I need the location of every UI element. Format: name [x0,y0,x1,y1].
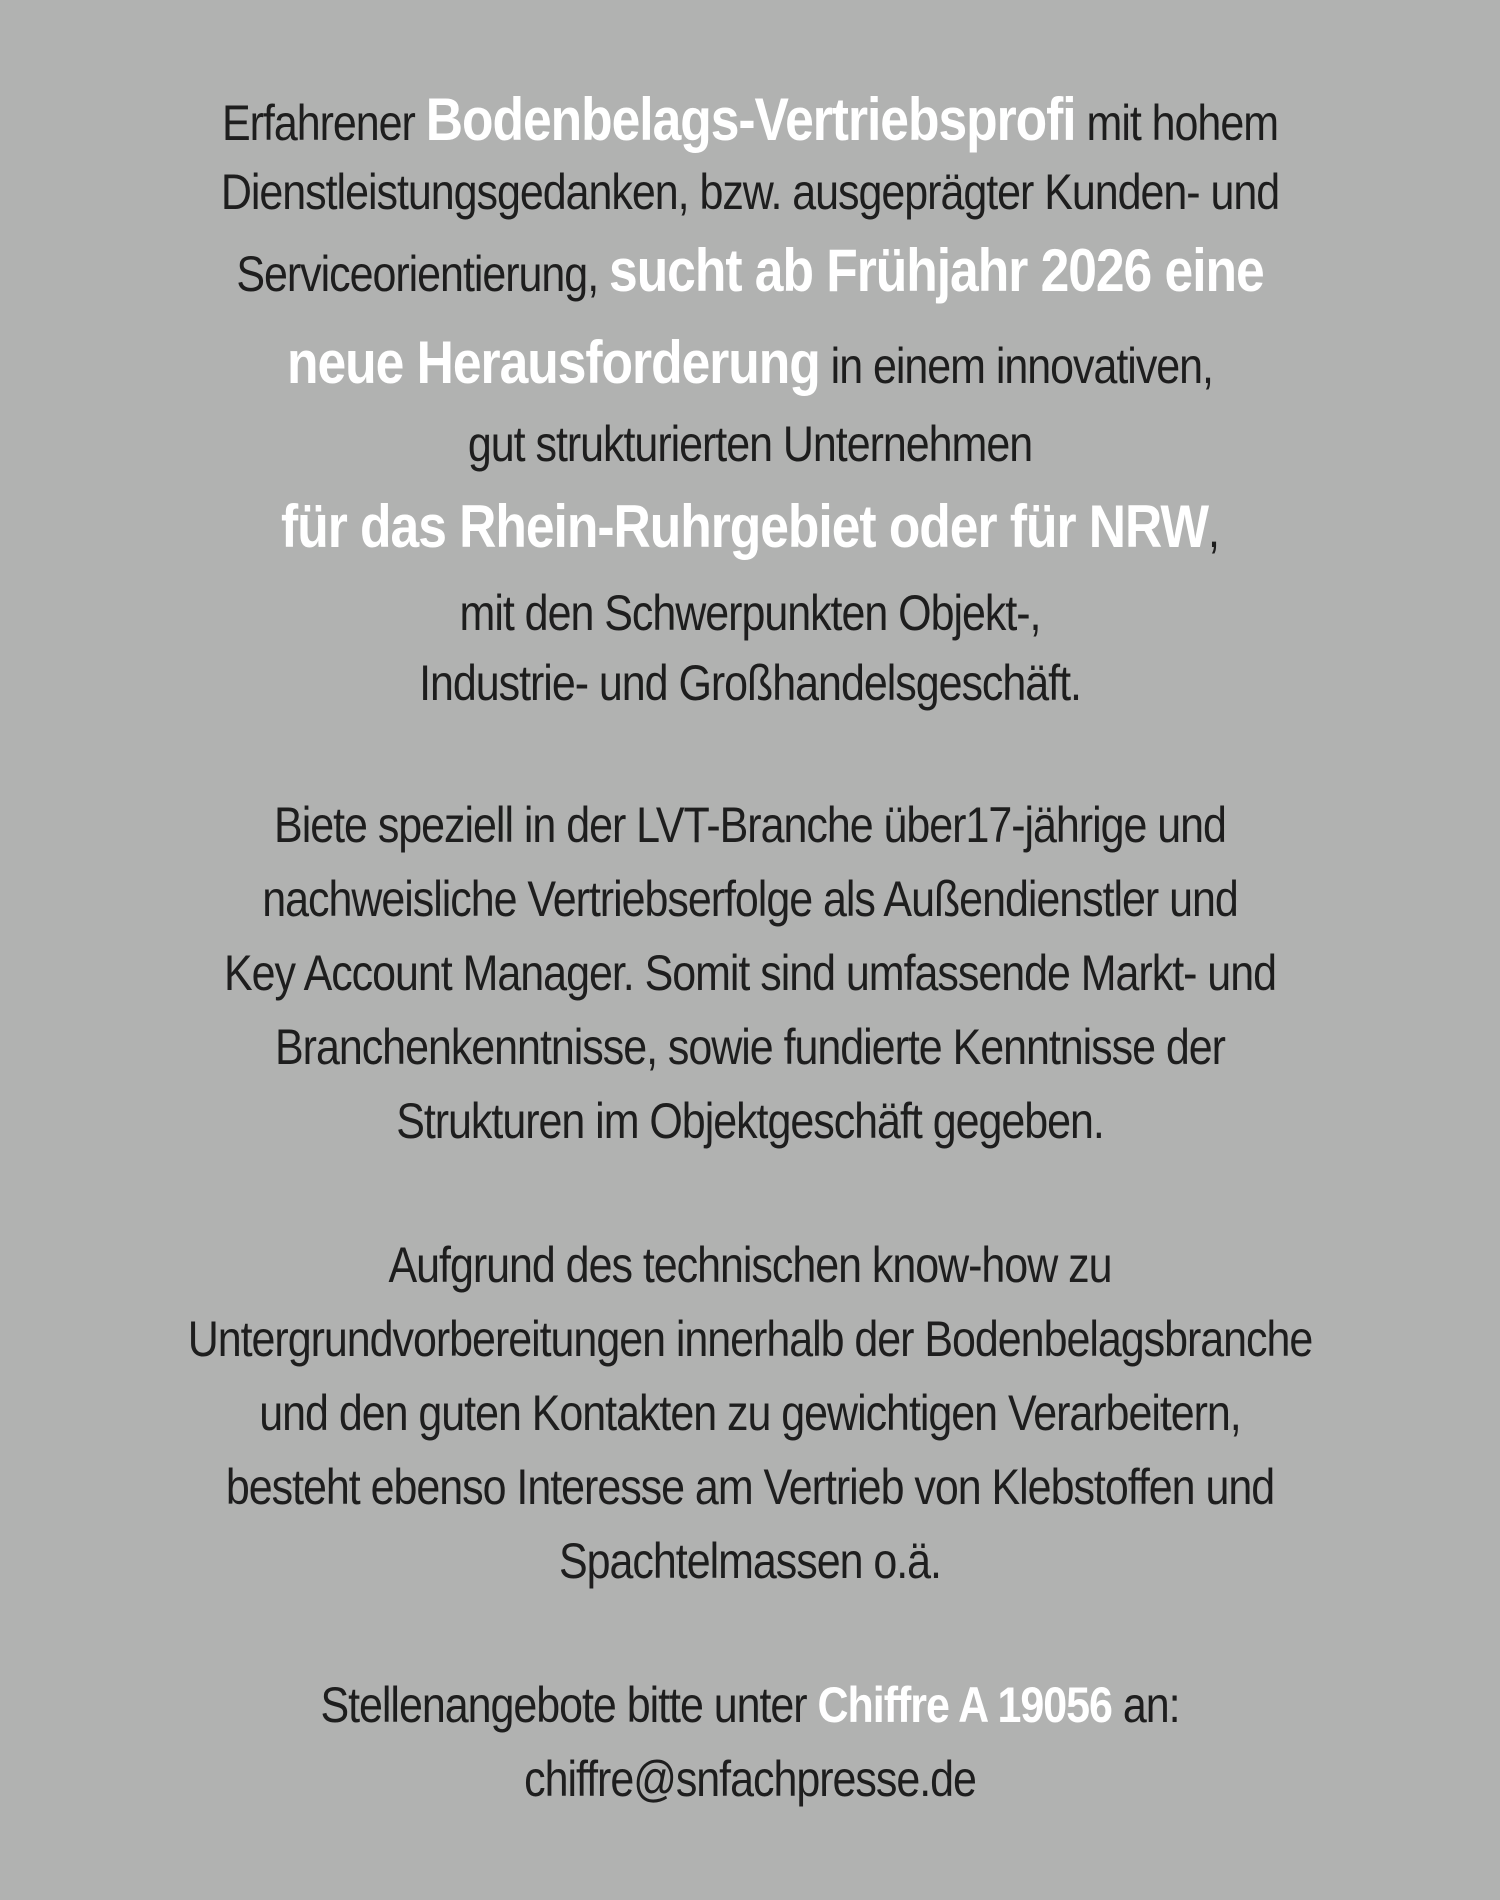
experience-line: Biete speziell in der LVT-Branche über17-jährige und [274,797,1226,853]
intro-paragraph [0,84,1500,718]
interest-line: und den guten Kontakten zu gewichtigen Verarbeitern, [259,1385,1241,1441]
intro-text: mit hohem [1075,95,1278,151]
spacer [0,1598,1500,1668]
spacer [0,718,1500,788]
intro-line-6 [105,479,1395,578]
contact-line [105,1668,1395,1742]
region-highlight: für das Rhein-Ruhrgebiet oder für NRW [281,493,1209,560]
experience-line: nachweisliche Vertriebserfolge als Außendienstler und [262,871,1238,927]
intro-text: Serviceorientierung, [236,246,610,302]
contact-text: an: [1111,1677,1180,1733]
spacer [0,1158,1500,1228]
intro-line-2: Dienstleistungsgedanken, bzw. ausgeprägter Kunden- und [220,164,1280,220]
experience-line: Strukturen im Objektgeschäft gegeben. [396,1093,1104,1149]
contact-paragraph [0,1668,1500,1816]
interest-line: Spachtelmassen o.ä. [559,1533,941,1589]
intro-line-8: Industrie- und Großhandelsgeschäft. [419,655,1081,711]
interest-line: Aufgrund des technischen know-how zu [388,1237,1112,1293]
intro-text: in einem innovativen, [819,338,1213,394]
experience-line: Key Account Manager. Somit sind umfassende Markt- und [224,945,1276,1001]
intro-line-7: mit den Schwerpunkten Objekt-, [459,585,1041,641]
search-highlight: sucht ab Frühjahr 2026 eine [609,237,1264,304]
experience-paragraph [0,788,1500,1158]
challenge-highlight: neue Herausforderung [287,329,820,396]
interest-line: Untergrundvorbereitungen innerhalb der Bodenbelagsbranche [187,1311,1313,1367]
intro-text: Erfahrener [222,95,426,151]
intro-line-1 [105,84,1395,159]
intro-line-4 [105,320,1395,409]
interest-paragraph [0,1228,1500,1598]
intro-text: , [1208,502,1219,558]
intro-line-5: gut strukturierten Unternehmen [467,416,1033,472]
experience-line: Branchenkenntnisse, sowie fundierte Kenntnisse der [275,1019,1225,1075]
contact-email[interactable]: chiffre@snfachpresse.de [524,1751,976,1807]
job-title-highlight: Bodenbelags-Vertriebsprofi [425,86,1076,153]
interest-line: besteht ebenso Interesse am Vertrieb von Klebstoffen und [225,1459,1275,1515]
intro-line-3 [105,225,1395,320]
chiffre-code: Chiffre A 19056 [817,1677,1112,1733]
contact-text: Stellenangebote bitte unter [320,1677,818,1733]
